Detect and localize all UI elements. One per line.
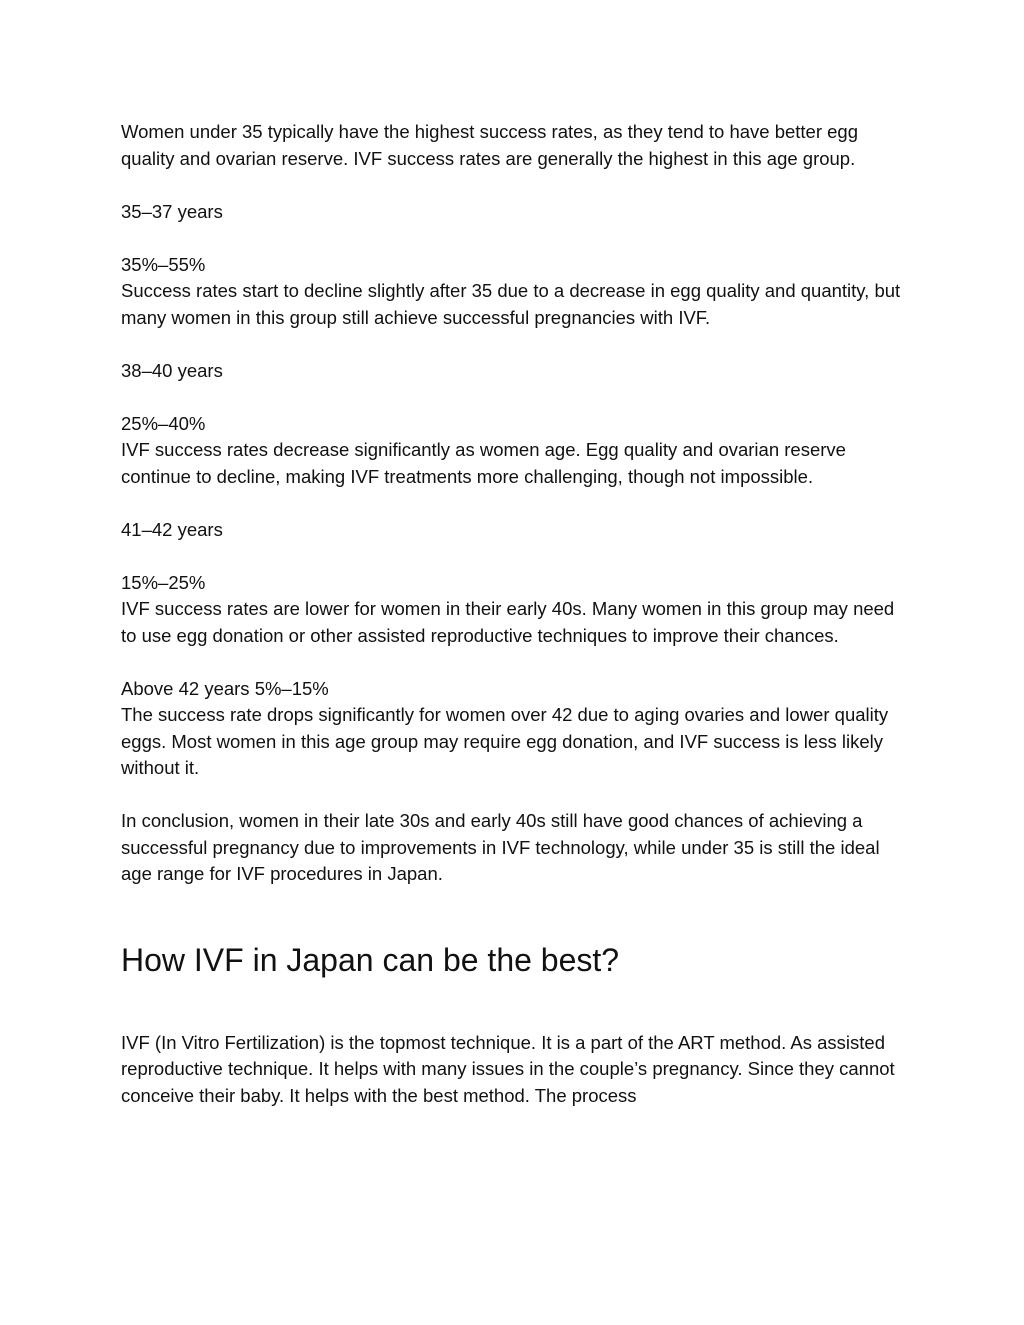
age-group-41-42-rate: 15%–25% xyxy=(121,571,206,593)
section-gap xyxy=(121,980,911,1030)
age-group-38-40-rate: 25%–40% xyxy=(121,412,206,434)
age-group-35-37-label: 35–37 years xyxy=(121,200,223,222)
paragraph-gap xyxy=(121,649,911,676)
paragraph-gap xyxy=(121,225,911,252)
conclusion-paragraph: In conclusion, women in their late 30s and early 40s still have good chances of achieving a successful pregnancy due to improvements in IVF technology, while under 35 is still the ideal age range for IVF procedures in Japan. xyxy=(121,810,880,884)
document-page xyxy=(121,119,911,1109)
section-heading: How IVF in Japan can be the best? xyxy=(121,941,620,978)
section-gap xyxy=(121,888,911,940)
paragraph-gap xyxy=(121,543,911,570)
paragraph-gap xyxy=(121,172,911,199)
age-group-above-42-label: Above 42 years 5%–15% xyxy=(121,677,329,699)
closing-paragraph: IVF (In Vitro Fertilization) is the topmost technique. It is a part of the ART method. As assisted reproductive technique. It helps with many issues in the couple’s pregnancy. Since they cannot conceive their baby. It helps with the best method. The process xyxy=(121,1031,895,1106)
paragraph-gap xyxy=(121,331,911,358)
paragraph-gap xyxy=(121,384,911,411)
intro-paragraph: Women under 35 typically have the highest success rates, as they tend to have better egg quality and ovarian reserve. IVF success rates are generally the highest in this age group. xyxy=(121,121,859,169)
age-group-above-42-description: The success rate drops significantly for women over 42 due to aging ovaries and lower quality eggs. Most women in this age group may require egg donation, and IVF success is less likely without it. xyxy=(121,704,889,778)
age-group-35-37-description: Success rates start to decline slightly after 35 due to a decrease in egg quality and quantity, but many women in this group still achieve successful pregnancies with IVF. xyxy=(121,280,901,328)
paragraph-gap xyxy=(121,782,911,809)
age-group-38-40-label: 38–40 years xyxy=(121,359,223,381)
age-group-41-42-label: 41–42 years xyxy=(121,518,223,540)
age-group-41-42-description: IVF success rates are lower for women in their early 40s. Many women in this group may need to use egg donation or other assisted reproductive techniques to improve their chances. xyxy=(121,598,895,646)
age-group-35-37-rate: 35%–55% xyxy=(121,253,206,275)
paragraph-gap xyxy=(121,490,911,517)
age-group-38-40-description: IVF success rates decrease significantly as women age. Egg quality and ovarian reserve continue to decline, making IVF treatments more challenging, though not impossible. xyxy=(121,439,846,487)
